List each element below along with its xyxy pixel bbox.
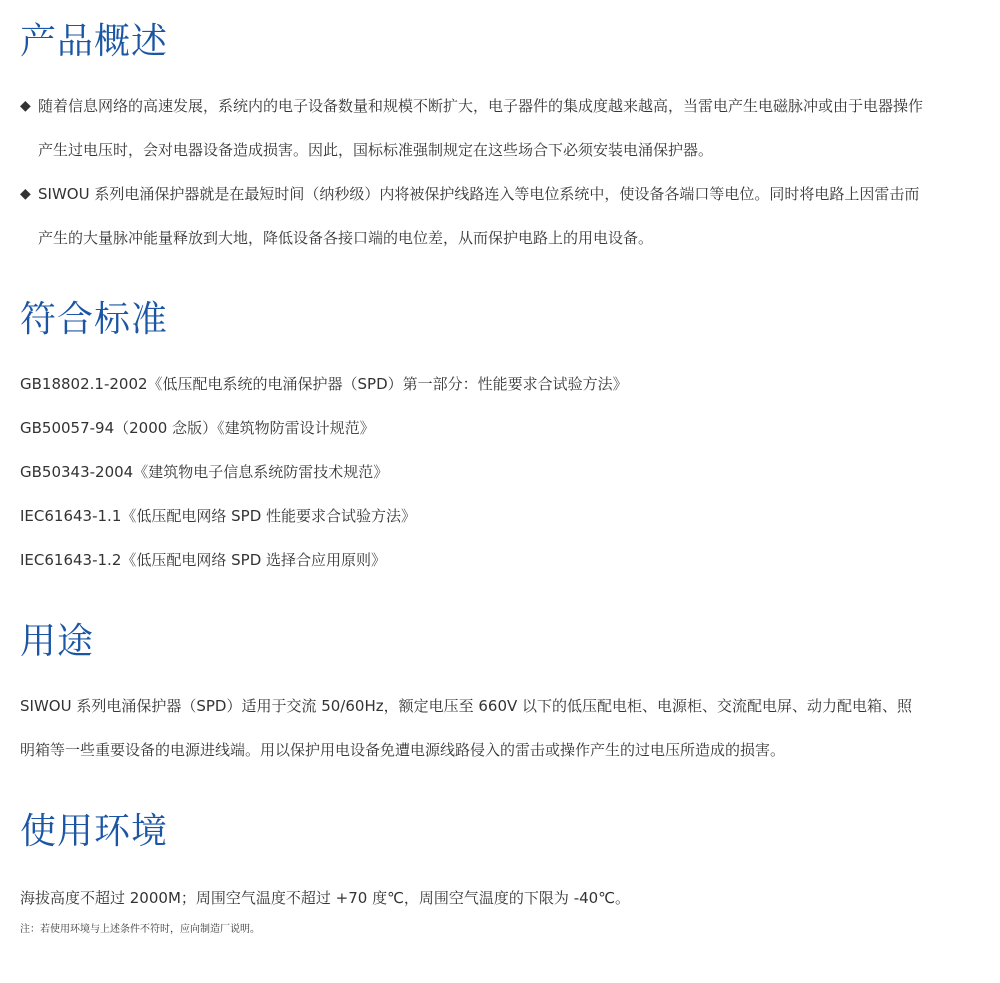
bullet-line-2: 产生的大量脉冲能量释放到大地，降低设备各接口端的电位差，从而保护电路上的用电设备。	[38, 229, 654, 247]
environment-text: 海拔高度不超过 2000M；周围空气温度不超过 +70 度℃，周围空气温度的下限为 -40℃。	[20, 889, 631, 907]
usage-title: 用途	[20, 621, 95, 662]
standards-section	[20, 298, 980, 342]
environment-body	[20, 876, 980, 940]
environment-note: 注：若使用环境与上述条件不符时，应向制造厂说明。	[20, 924, 260, 935]
standards-title: 符合标准	[20, 299, 169, 340]
usage-line-1: SIWOU 系列电涌保护器（SPD）适用于交流 50/60Hz，额定电压至 660V 以下的低压配电柜、电源柜、交流配电屏、动力配电箱、照	[20, 697, 913, 715]
standard-item: IEC61643-1.2《低压配电网络 SPD 选择合应用原则》	[20, 551, 387, 569]
environment-section	[20, 810, 980, 854]
environment-title: 使用环境	[20, 811, 169, 852]
standard-item: GB50343-2004《建筑物电子信息系统防雷技术规范》	[20, 463, 389, 481]
standard-item: IEC61643-1.1《低压配电网络 SPD 性能要求合试验方法》	[20, 507, 417, 525]
diamond-bullet-icon: ◆	[20, 186, 31, 202]
bullet-item	[20, 84, 980, 172]
usage-line-2: 明箱等一些重要设备的电源进线端。用以保护用电设备免遭电源线路侵入的雷击或操作产生的过电压所造成的损害。	[20, 741, 786, 759]
bullet-item	[20, 172, 980, 260]
overview-bullet-2	[20, 172, 980, 260]
overview-section	[20, 20, 980, 64]
diamond-bullet-icon: ◆	[20, 98, 31, 114]
overview-bullet-1	[20, 84, 980, 172]
bullet-line-2: 产生过电压时，会对电器设备造成损害。因此，国标标准强制规定在这些场合下必须安装电涌保护器。	[38, 141, 714, 159]
overview-title: 产品概述	[20, 21, 169, 62]
usage-body	[20, 684, 980, 772]
standard-item: GB18802.1-2002《低压配电系统的电涌保护器（SPD）第一部分：性能要求合试验方法》	[20, 375, 628, 393]
standard-item: GB50057-94（2000 念版）《建筑物防雷设计规范》	[20, 419, 375, 437]
standards-list	[20, 362, 980, 582]
bullet-line-1: 随着信息网络的高速发展，系统内的电子设备数量和规模不断扩大，电子器件的集成度越来越高，当雷电产生电磁脉冲或由于电器操作	[38, 97, 924, 115]
usage-section	[20, 620, 980, 664]
bullet-line-1: SIWOU 系列电涌保护器就是在最短时间（纳秒级）内将被保护线路连入等电位系统中，使设备各端口等电位。同时将电路上因雷击而	[38, 185, 920, 203]
